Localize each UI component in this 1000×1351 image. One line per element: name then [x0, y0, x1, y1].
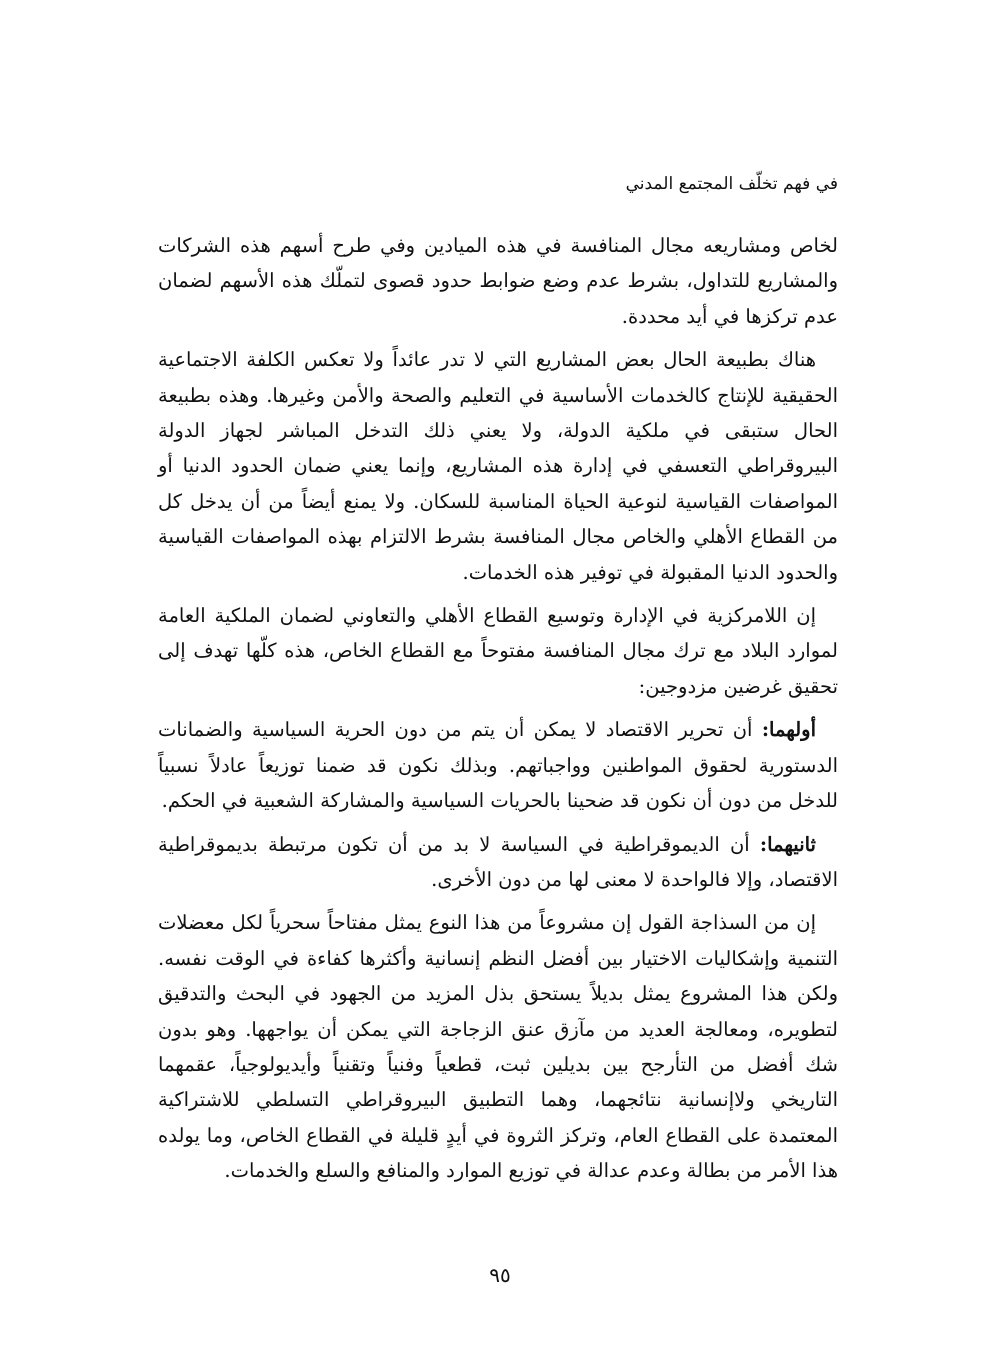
paragraph-6: إن من السذاجة القول إن مشروعاً من هذا النوع يمثل مفتاحاً سحرياً لكل معضلات التنمية وإشكاليات الاختيار بين أفضل النظم إنسانية وأكثرها كفاءة في الوقت نفسه. ولكن هذا المشروع يمثل بديلاً يستحق بذل المزيد من الجهود في البحث والتدقيق لتطويره، ومعالجة العديد من مآزق عنق الزجاجة التي يمكن أن يواجهها. وهو بدون شك أفضل من التأرجح بين بديلين ثبت، قطعياً وفنياً وتقنياً وأيديولوجياً، عقمهما التاريخي ولاإنسانية نتائجهما، وهما التطبيق البيروقراطي التسلطي للاشتراكية المعتمدة على القطاع العام، وتركز الثروة في أيدٍ قليلة في القطاع الخاص، وما يولده هذا الأمر من بطالة وعدم عدالة في توزيع الموارد والمنافع والسلع والخدمات.	[158, 911, 838, 1183]
running-head: في فهم تخلّف المجتمع المدني	[625, 174, 838, 194]
page-number: ٩٥	[489, 1263, 511, 1287]
second-point-text: أن الديموقراطية في السياسة لا بد من أن تكون مرتبطة بديموقراطية الاقتصاد، وإلا فالواحدة لا معنى لها من دون الأخرى.	[158, 832, 838, 891]
paragraph-4	[158, 712, 838, 818]
paragraph-3: إن اللامركزية في الإدارة وتوسيع القطاع الأهلي والتعاوني لضمان الملكية العامة لموارد البلاد مع ترك مجال المنافسة مفتوحاً مع القطاع الخاص، هذه كلّها تهدف إلى تحقيق غرضين مزدوجين:	[158, 604, 838, 698]
paragraph-2: هناك بطبيعة الحال بعض المشاريع التي لا تدر عائداً ولا تعكس الكلفة الاجتماعية الحقيقية للإنتاج كالخدمات الأساسية في التعليم والصحة والأمن وغيرها. وهذه بطبيعة الحال ستبقى في ملكية الدولة، ولا يعني ذلك التدخل المباشر لجهاز الدولة البيروقراطي التعسفي في إدارة هذه المشاريع، وإنما يعني ضمان الحدود الدنيا أو المواصفات القياسية لنوعية الحياة المناسبة للسكان. ولا يمنع أيضاً من أن يدخل كل من القطاع الأهلي والخاص مجال المنافسة بشرط الالتزام بهذه المواصفات القياسية والحدود الدنيا المقبولة في توفير هذه الخدمات.	[158, 348, 838, 584]
first-point-label: أولهما:	[761, 718, 816, 742]
second-point-label: ثانيهما:	[759, 832, 816, 856]
paragraph-5	[158, 827, 838, 898]
body-text	[158, 228, 838, 1197]
first-point-text: أن تحرير الاقتصاد لا يمكن أن يتم من دون الحرية السياسية والضمانات الدستورية لحقوق المواطنين وواجباتهم. وبذلك نكون قد ضمنا توزيعاً عادلاً نسبياً للدخل من دون أن نكون قد ضحينا بالحريات السياسية والمشاركة الشعبية في الحكم.	[158, 718, 838, 813]
paragraph-1: لخاص ومشاريعه مجال المنافسة في هذه الميادين وفي طرح أسهم هذه الشركات والمشاريع للتداول، بشرط عدم وضع ضوابط حدود قصوى لتملّك هذه الأسهم لضمان عدم تركزها في أيد محددة.	[158, 234, 838, 328]
